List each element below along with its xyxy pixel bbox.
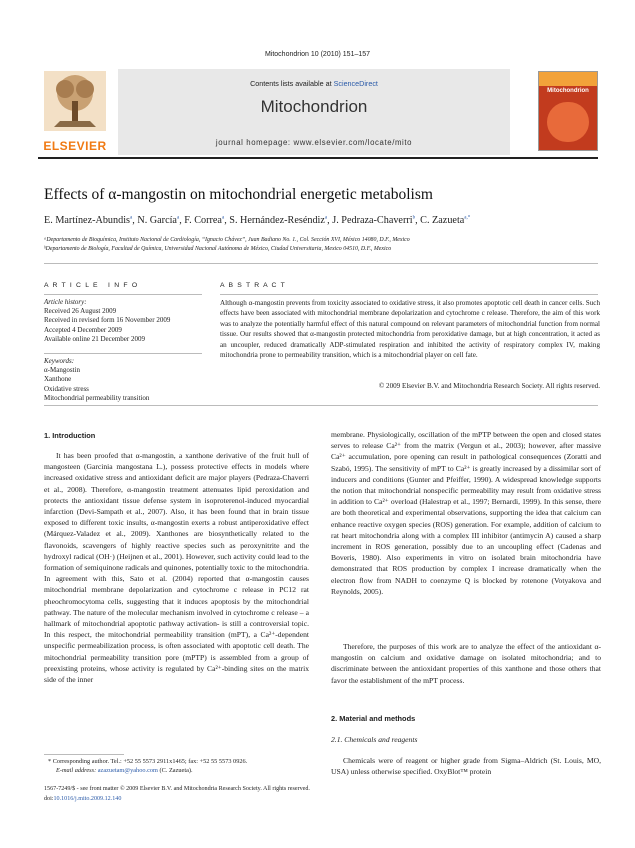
author: N. García (137, 215, 177, 226)
email-suffix: (C. Zazueta). (157, 767, 193, 774)
contents-line (118, 79, 510, 88)
footnote-rule (44, 754, 124, 755)
author-list: E. Martínez-Abundis$^a$, N. García$^a$, F. Correa$^a$, S. Hernández-Reséndiz$^a$, J. Pedraza-Chaverri$^b$, C. Zazueta$^{a,*}$ (44, 215, 471, 226)
col2-paragraph-1: membrane. Physiologically, oscillation of the mPTP between the open and closed states serves to release Ca²⁺ from the matrix (Vergun et al., 2003); however, after massive Ca²⁺ accumulation, pore opening can result in pathological consequences (Zoratti and Szabó, 1995). The sensitivity of mPT to Ca²⁺ is greatly increased by a dissimilar sort of inducers and conditions (Gunter and Pfeiffer, 1990). A widespread knowledge supports the notion that mitochondrial nonspecific permeability may result from oxidative stress in addition to Ca²⁺ overload (Halestrap et al., 1997; Bernardi, 1999). In this sense, there are both theoretical and experimental observations, supporting the idea that calcium can enhance reactive oxygen species (ROS) generation. For example, addition of calcium to rat heart mitochondria along with a complex III inhibitor (antimycin A) caused a sharp increment in ROS generation, possibly due to an uncoupling effect (Cadenas and Boveris, 1980). Also experiments in vitro on isolated brain mitochondria have demonstrated that ROS production by complex I increase dramatically when the electron flow from NADH to coenzyme Q is blocked by rotenone (Votyakova and Reynolds, 2005). (331, 430, 601, 596)
abstract-text: Although α-mangostin prevents from toxicity associated to oxidative stress, it also promotes apoptotic cell death in cancer cells. Such effects have been associated with mitochondrial membrane depolarization and cytochrome c release. Therefore, the aim of this work was to analyze the potentially harmful effect of this natural compound on relevant parameters of mitochondrial function from normal tissue. Our results showed that α-mangostin protected mitochondria from peroxidative damage, but at high concentration, it acted as an uncoupler, reduced dramatically ADP-stimulated respiration and inhibited the activity of respiratory complex IV, making mitochondria prone to permeability transition, which is a mitochondrial player on cell fate. (220, 299, 600, 360)
keywords-heading: Keywords: (44, 357, 75, 365)
affiliation-rule (44, 263, 598, 264)
article-info-rule (44, 294, 202, 295)
history-item: Accepted 4 December 2009 (44, 325, 122, 334)
author-affiliation[interactable]: a (130, 215, 133, 221)
author: C. Zazueta (420, 215, 465, 226)
affiliation-a: ᵃDepartamento de Bioquímica, Instituto Nacional de Cardiología, “Ignacio Chávez”, Juan Badiano No. 1., Col. Sección XVI, México 14080, D.F., Mexico (44, 237, 410, 243)
email-label: E-mail address: (56, 767, 98, 774)
doi-line (44, 796, 121, 802)
author: F. Correa (184, 215, 222, 226)
doi-label: doi: (44, 796, 54, 802)
section-1-heading: 1. Introduction (44, 431, 96, 440)
history-item: Received 26 August 2009 (44, 307, 117, 316)
subsection-2-1-heading: 2.1. Chemicals and reagents (331, 735, 418, 744)
article-history (44, 298, 204, 344)
corresponding-author: * Corresponding author. Tel.: +52 55 5573 2911x1465; fax: +52 55 5573 0926. (48, 758, 248, 765)
front-matter-rule (44, 405, 598, 406)
journal-homepage[interactable]: journal homepage: www.elsevier.com/locate/mito (215, 138, 413, 147)
section-2-heading: 2. Material and methods (331, 714, 416, 723)
author-affiliation[interactable]: b (412, 215, 416, 221)
doi-link[interactable]: 10.1016/j.mito.2009.12.140 (53, 796, 122, 802)
masthead (38, 69, 598, 155)
masthead-rule (38, 157, 598, 159)
article-info-heading: A R T I C L E I N F O (44, 282, 139, 289)
contents-prefix: Contents lists available at (250, 79, 334, 88)
history-item: Available online 21 December 2009 (44, 334, 145, 343)
keywords-rule (44, 353, 202, 354)
keyword: Xanthone (44, 375, 72, 384)
abstract-heading: A B S T R A C T (220, 282, 286, 289)
journal-title: Mitochondrion (260, 97, 368, 116)
keyword: Oxidative stress (44, 384, 89, 393)
abstract-rule (220, 294, 598, 295)
journal-cover (538, 71, 598, 151)
keywords (44, 357, 204, 403)
keyword: α-Mangostin (44, 366, 80, 375)
affiliations (44, 236, 604, 254)
running-head: Mitochondrion 10 (2010) 151–157 (264, 51, 371, 58)
col2-paragraph-2: Therefore, the purposes of this work are to analyze the effect of the antioxidant α-mangostin on calcium and oxidative damage on isolated mitochondria; and to discriminate between the antioxidant properties of this xanthone and those others that favor the establishment of the mPT process. (331, 642, 601, 685)
author-affiliation[interactable]: a (221, 215, 225, 221)
history-heading: Article history: (44, 298, 87, 306)
footnote (48, 757, 318, 775)
issn-line: 1567-7249/$ - see front matter © 2009 Elsevier B.V. and Mitochondria Research Society. All rights reserved. (44, 786, 310, 792)
sciencedirect-link[interactable]: ScienceDirect (333, 79, 378, 88)
affiliation-b: ᵇDepartamento de Biología, Facultad de Química, Universidad Nacional Autónoma de México, Ciudad Universitaria, Mexico 04510, D.F., Mexico (44, 246, 392, 252)
author-affiliation[interactable]: a (324, 215, 328, 221)
article-title: Effects of α-mangostin on mitochondrial energetic metabolism (44, 186, 433, 203)
cover-title: Mitochondrion (547, 88, 589, 94)
author: J. Pedraza-Chaverri (332, 215, 413, 226)
elsevier-tree-icon (40, 71, 110, 133)
publisher-wordmark: ELSEVIER (43, 139, 107, 153)
col2-paragraph-3: Chemicals were of reagent or higher grade from Sigma–Aldrich (St. Louis, MO, USA) unless otherwise specified. OxyBlot™ protein (331, 756, 601, 777)
author-affiliation[interactable]: a (176, 215, 180, 221)
email-link[interactable]: azazuetam@yahoo.com (97, 767, 158, 774)
intro-paragraph: It has been proofed that α-mangostin, a xanthone derivative of the fruit hull of mangosteen (Garcinia mangostana L.), possess protective effects in models where increased oxidative stress and antioxidant deficit are major players (Pedraza-Chaverri et al., 2008). Therefore, α-mangostin treatment attenuates lipid peroxidation and protects the antioxidant tissue defense system in isoproterenol-induced myocardial infarction (Devi-Sampath et al., 2007). Also, it has been found that in brain tissue exposed to different toxic insults, α-mangostin exerts a robust antiperoxidative effect (Márquez-Valadez et al., 2009). Xanthones are biosynthetically related to the flavonoids, scavengers of highly reactive species such as peroxynitrite and the hydroxyl radical (OH·) (Heijnen et al., 2001). However, such activity could lead to the formation of semiquinone radicals and quinones, potentially toxic to the mitochondria. In agreement with this, Sato et al. (2004) reported that α-mangostin causes mitochondrial membrane depolarization and cytochrome c release in PC12 rat pheochromocytoma cells, suggesting that it induces apoptosis by the mitochondrial pathway. The nature of the molecular mechanism involved in cytochrome c release – a hallmark of mitochondrial apoptotic pathway activation- is still a controversial topic. In this respect, the mitochondrial permeability transition (mPT), a Ca²⁺-dependent unspecific permeabilization process, is often associated with apoptotic cell death. The mitochondrial permeability transition pore (mPTP) is assembled from a group of preexisting proteins, whose activity is regulated by Ca²⁺-binding sites on the matrix side of the inner (44, 451, 309, 685)
author-affiliation[interactable]: a,* (464, 215, 471, 221)
history-item: Received in revised form 16 November 2009 (44, 316, 171, 325)
author: S. Hernández-Reséndiz (229, 215, 325, 226)
copyright: © 2009 Elsevier B.V. and Mitochondria Research Society. All rights reserved. (378, 382, 600, 390)
journal-band (118, 69, 510, 155)
author: E. Martínez-Abundis (44, 215, 131, 226)
elsevier-logo (40, 71, 110, 151)
keyword: Mitochondrial permeability transition (44, 393, 150, 402)
